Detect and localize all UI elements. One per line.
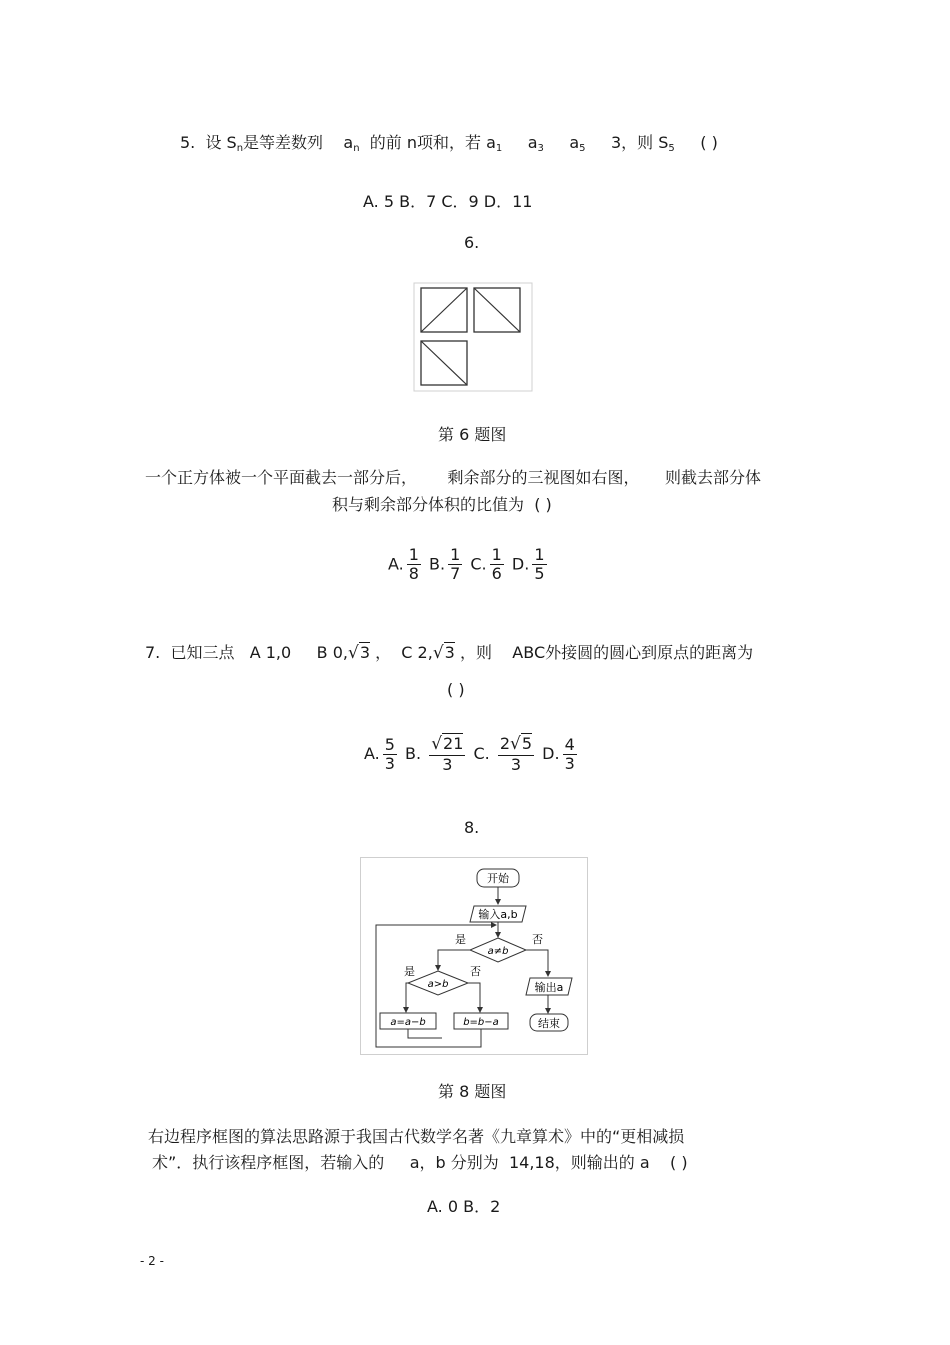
end-node [530, 1014, 568, 1031]
frac-1-5: $\frac{1}{5}$ [534, 545, 545, 584]
page-number: - 2 - [140, 1254, 164, 1268]
q6-three-view-figure [413, 282, 533, 392]
assign-a-box [380, 1013, 436, 1029]
q8-flowchart [360, 857, 588, 1055]
no-label-1: 否 [532, 933, 543, 946]
output-node [526, 978, 572, 995]
frac-1-6: $\frac{1}{6}$ [491, 545, 502, 584]
decision-a-neq-b [470, 938, 526, 962]
start-node [477, 869, 519, 887]
figure-frame [414, 283, 532, 391]
q7-stem: 7. 已知三点 A 1,0 B 0,√3 ， C 2,√3 ，则 ABC外接圆的圆心到原点的距离为 [145, 643, 754, 663]
svg-text:输出a: 输出a [534, 981, 564, 994]
yes-label-1: 是 [455, 933, 466, 946]
q8-stem-line1: 右边程序框图的算法思路源于我国古代数学名著《九章算术》中的“更相减损 [148, 1127, 685, 1146]
q5-stem: 5. 设 $S_n$是等差数列 $a_n$ 的前 n项和，若 $a_1$ $a_3$ $a_5$ 3，则 $S_5$ ( ) [180, 133, 718, 154]
q5-number: 5. [180, 133, 196, 152]
side-view [474, 288, 520, 332]
no-label-2: 否 [470, 965, 481, 978]
frac-1-8: $\frac{1}{8}$ [408, 545, 419, 584]
q6-options: A. $\frac{1}{8}$ B. $\frac{1}{7}$ C. $\frac{1}{6}$ D. $\frac{1}{5}$ [388, 545, 545, 584]
q8-options: A. 0 B．2 [427, 1197, 501, 1216]
q8-number: 8. [464, 818, 480, 837]
frac-2sqrt5-3: $\frac{2√5}{3}$ [499, 734, 533, 774]
q6-stem-line1: 一个正方体被一个平面截去一部分后， 剩余部分的三视图如右图， 则截去部分体 [145, 468, 761, 487]
svg-text:a≠b: a≠b [487, 946, 509, 957]
q6-stem-line2: 积与剩余部分体积的比值为 ( ) [332, 495, 552, 514]
yes-label-2: 是 [404, 965, 415, 978]
frac-4-3: $\frac{4}{3}$ [564, 734, 575, 773]
svg-text:开始: 开始 [487, 872, 509, 885]
q8-stem-line2: 术”．执行该程序框图，若输入的 a，b 分别为 14,18，则输出的 a ( ) [152, 1153, 688, 1172]
q7-paren: ( ) [447, 680, 465, 699]
q6-caption: 第 6 题图 [438, 425, 507, 444]
svg-text:输入a,b: 输入a,b [478, 908, 518, 921]
frac-sqrt21-3: $\frac{√21}{3}$ [431, 734, 464, 774]
svg-text:结束: 结束 [538, 1017, 560, 1030]
q8-caption: 第 8 题图 [438, 1082, 507, 1101]
frac-5-3: $\frac{5}{3}$ [384, 734, 395, 773]
q5-options: A. 5 B．7 C．9 D．11 [363, 192, 533, 211]
svg-text:a>b: a>b [427, 979, 449, 990]
q6-number: 6. [464, 233, 480, 252]
svg-text:a=a−b: a=a−b [390, 1017, 426, 1028]
assign-b-box [454, 1013, 508, 1029]
front-view [421, 288, 467, 332]
decision-a-gt-b [408, 971, 468, 995]
svg-text:b=b−a: b=b−a [463, 1017, 499, 1028]
input-node [470, 906, 526, 922]
q7-options: A. $\frac{5}{3}$ B. $\frac{√21}{3}$ C. $\frac{2√5}{3}$ D. $\frac{4}{3}$ [364, 734, 575, 774]
frac-1-7: $\frac{1}{7}$ [450, 545, 461, 584]
top-view [421, 341, 467, 385]
